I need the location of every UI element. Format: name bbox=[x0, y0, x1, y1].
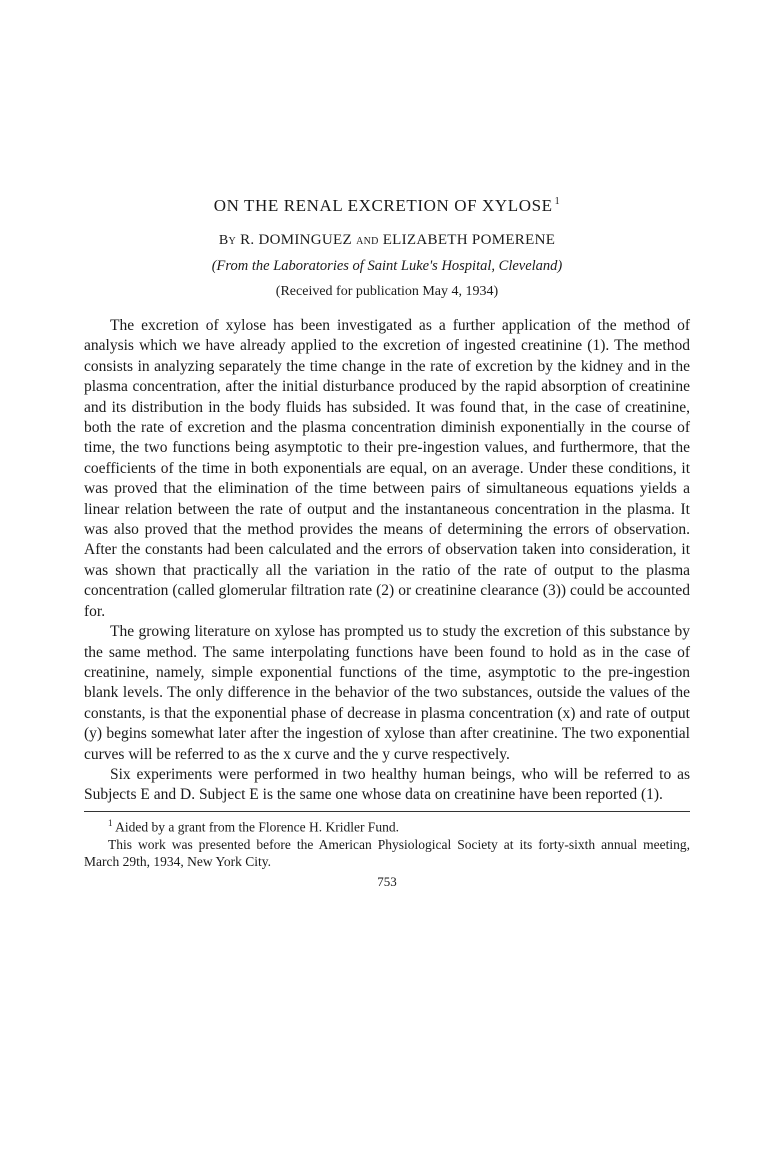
article-body bbox=[84, 316, 690, 806]
article-title bbox=[84, 196, 690, 216]
and-label: and bbox=[356, 233, 379, 248]
title-footnote-mark: 1 bbox=[554, 196, 561, 208]
author-line bbox=[84, 232, 690, 249]
author-1: R. DOMINGUEZ bbox=[240, 232, 352, 248]
article-page bbox=[84, 196, 690, 890]
footnote-1-text: Aided by a grant from the Florence H. Kridler Fund. bbox=[115, 819, 399, 835]
received-date: (Received for publication May 4, 1934) bbox=[275, 284, 499, 299]
footnote-2: This work was presented before the American Physiological Society at its forty-sixth annual meeting, March 29th, 1934, New York City. bbox=[84, 836, 690, 870]
footnote-1-mark: 1 bbox=[108, 817, 113, 828]
page-number: 753 bbox=[377, 873, 397, 889]
article-title-text: ON THE RENAL EXCRETION OF XYLOSE bbox=[213, 196, 553, 215]
footnote-1 bbox=[84, 815, 690, 836]
paragraph-2: The growing literature on xylose has prompted us to study the excretion of this substance by the same method. The same interpolating functions have been found to hold as in the case of creatinine, namely, simple exponential functions of the time, asymptotic to the pre-ingestion blank levels. The only difference in the behavior of the two substances, outside the values of the constants, is that the exponential phase of decrease in plasma concentration (x) and rate of output (y) begins somewhat later after the ingestion of xylose than after creatinine. The two exponential curves will be referred to as the x curve and the y curve respectively. bbox=[84, 623, 690, 763]
paragraph-3: Six experiments were performed in two healthy human beings, who will be referred to as Subjects E and D. Subject E is the same one whose data on creatinine have been reported (1). bbox=[84, 765, 690, 804]
affiliation: (From the Laboratories of Saint Luke's Hospital, Cleveland) bbox=[211, 258, 563, 274]
author-2: ELIZABETH POMERENE bbox=[382, 232, 556, 248]
by-label: By bbox=[218, 233, 236, 248]
footnote-rule bbox=[84, 811, 690, 812]
footnotes bbox=[84, 815, 690, 871]
paragraph-1: The excretion of xylose has been investigated as a further application of the method of analysis which we have already applied to the excretion of ingested creatinine (1). The method consists in analyzing separately the time change in the rate of excretion by the kidney and in the plasma concentration, after the initial disturbance produced by the rapid absorption of creatinine and its distribution in the body fluids has subsided. It was found that, in the case of creatinine, both the rate of excretion and the plasma concentration diminish exponentially in the course of time, the two functions being asymptotic to their pre-ingestion values, and furthermore, that the coefficients of the time in both exponentials are equal, on an average. Under these conditions, it was proved that the elimination of the time between pairs of simultaneous equations yields a linear relation between the rate of output and the instantaneous concentration in the plasma. It was also proved that the method provides the means of determining the errors of observation. After the constants had been calculated and the errors of observation taken into consideration, it was shown that practically all the variation in the ratio of the rate of output to the plasma concentration (called glomerular filtration rate (2) or creatinine clearance (3)) could be accounted for. bbox=[84, 317, 690, 620]
